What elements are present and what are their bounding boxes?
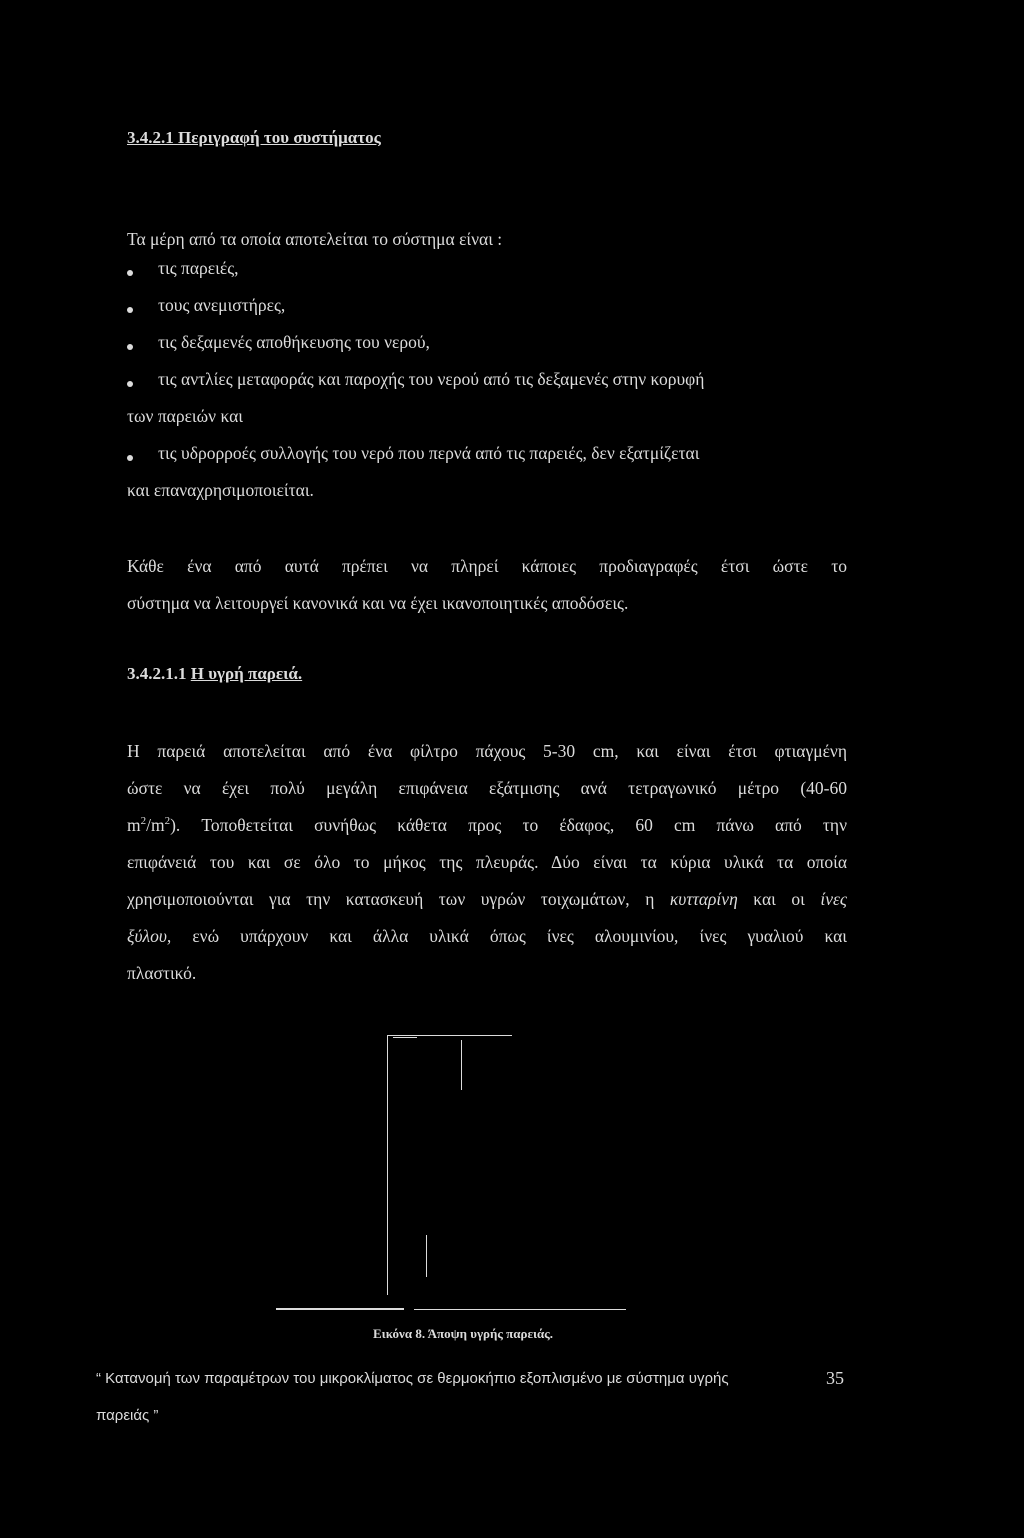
figure-top-edge — [387, 1035, 512, 1036]
figure-bottom-edge — [414, 1309, 626, 1310]
paragraph-line: ώστε να έχει πολύ μεγάλη επιφάνεια εξάτμισης ανά τετραγωνικό μέτρο (40-60 — [127, 778, 847, 798]
page-number: 35 — [826, 1368, 844, 1388]
footer-title: “ Κατανομή των παραμέτρων του μικροκλίματος σε θερμοκήπιο εξοπλισμένο με σύστημα υγρής — [96, 1370, 729, 1387]
list-item-continuation: των παρειών και — [127, 406, 243, 426]
text-run: ). Τοποθετείται συνήθως κάθετα προς το έδαφος, 60 cm πάνω από την — [170, 815, 847, 835]
italic-term: κυτταρίνη — [669, 889, 738, 909]
list-item: τις υδρορροές συλλογής του νερό που περνά από τις παρειές, δεν εξατμίζεται — [158, 443, 700, 463]
list-item: τις παρειές, — [158, 258, 239, 278]
list-item: τις δεξαμενές αποθήκευσης του νερού, — [158, 332, 430, 352]
paragraph-line — [127, 807, 847, 844]
bullet-dot — [127, 455, 133, 461]
paragraph-line: Κάθε ένα από αυτά πρέπει να πληρεί κάποιες προδιαγραφές έτσι ώστε το — [127, 556, 847, 576]
bullet-dot — [127, 307, 133, 313]
bullet-dot — [127, 344, 133, 350]
sub-heading — [127, 664, 302, 684]
figure-inner-line — [426, 1235, 427, 1277]
paragraph-line: Η παρειά αποτελείται από ένα φίλτρο πάχους 5-30 cm, και είναι έτσι φτιαγμένη — [127, 741, 847, 761]
superscript: 2 — [140, 815, 147, 828]
paragraph-line: πλαστικό. — [127, 963, 197, 983]
paragraph-line — [127, 881, 847, 918]
text-run: και οι — [753, 889, 805, 909]
unit-text: m — [127, 815, 141, 835]
figure-top-edge-detail — [393, 1037, 417, 1038]
figure-inner-line — [461, 1040, 462, 1090]
italic-term: ίνες — [820, 889, 848, 909]
paragraph-line — [127, 918, 847, 955]
figure-left-edge — [387, 1035, 388, 1295]
sub-heading-number: 3.4.2.1.1 — [127, 664, 187, 683]
bullet-dot — [127, 381, 133, 387]
italic-term: ξύλου, — [127, 926, 172, 946]
figure-bottom-edge — [276, 1308, 404, 1310]
section-heading: 3.4.2.1 Περιγραφή του συστήματος — [127, 128, 381, 147]
paragraph-line: επιφάνειά του και σε όλο το μήκος της πλευράς. Δύο είναι τα κύρια υλικά τα οποία — [127, 852, 847, 872]
text-run: χρησιμοποιούνται για την κατασκευή των υγρών τοιχωμάτων, η — [127, 889, 655, 909]
sub-heading-title: Η υγρή παρειά. — [190, 664, 303, 683]
paragraph-line: σύστημα να λειτουργεί κανονικά και να έχει ικανοποιητικές αποδόσεις. — [127, 593, 629, 613]
list-item: τις αντλίες μεταφοράς και παροχής του νερού από τις δεξαμενές στην κορυφή — [158, 369, 705, 389]
footer-title-continuation: παρειάς ” — [96, 1407, 159, 1424]
superscript: 2 — [164, 815, 171, 828]
bullet-dot — [127, 270, 133, 276]
list-item: τους ανεμιστήρες, — [158, 295, 286, 315]
list-item-continuation: και επαναχρησιμοποιείται. — [127, 480, 314, 500]
text-run: ενώ υπάρχουν και άλλα υλικά όπως ίνες αλουμινίου, ίνες γυαλιού και — [192, 926, 848, 946]
unit-text: /m — [146, 815, 165, 835]
figure-caption: Εικόνα 8. Άποψη υγρής παρειάς. — [373, 1326, 554, 1341]
intro-text: Τα μέρη από τα οποία αποτελείται το σύστημα είναι : — [127, 229, 503, 249]
